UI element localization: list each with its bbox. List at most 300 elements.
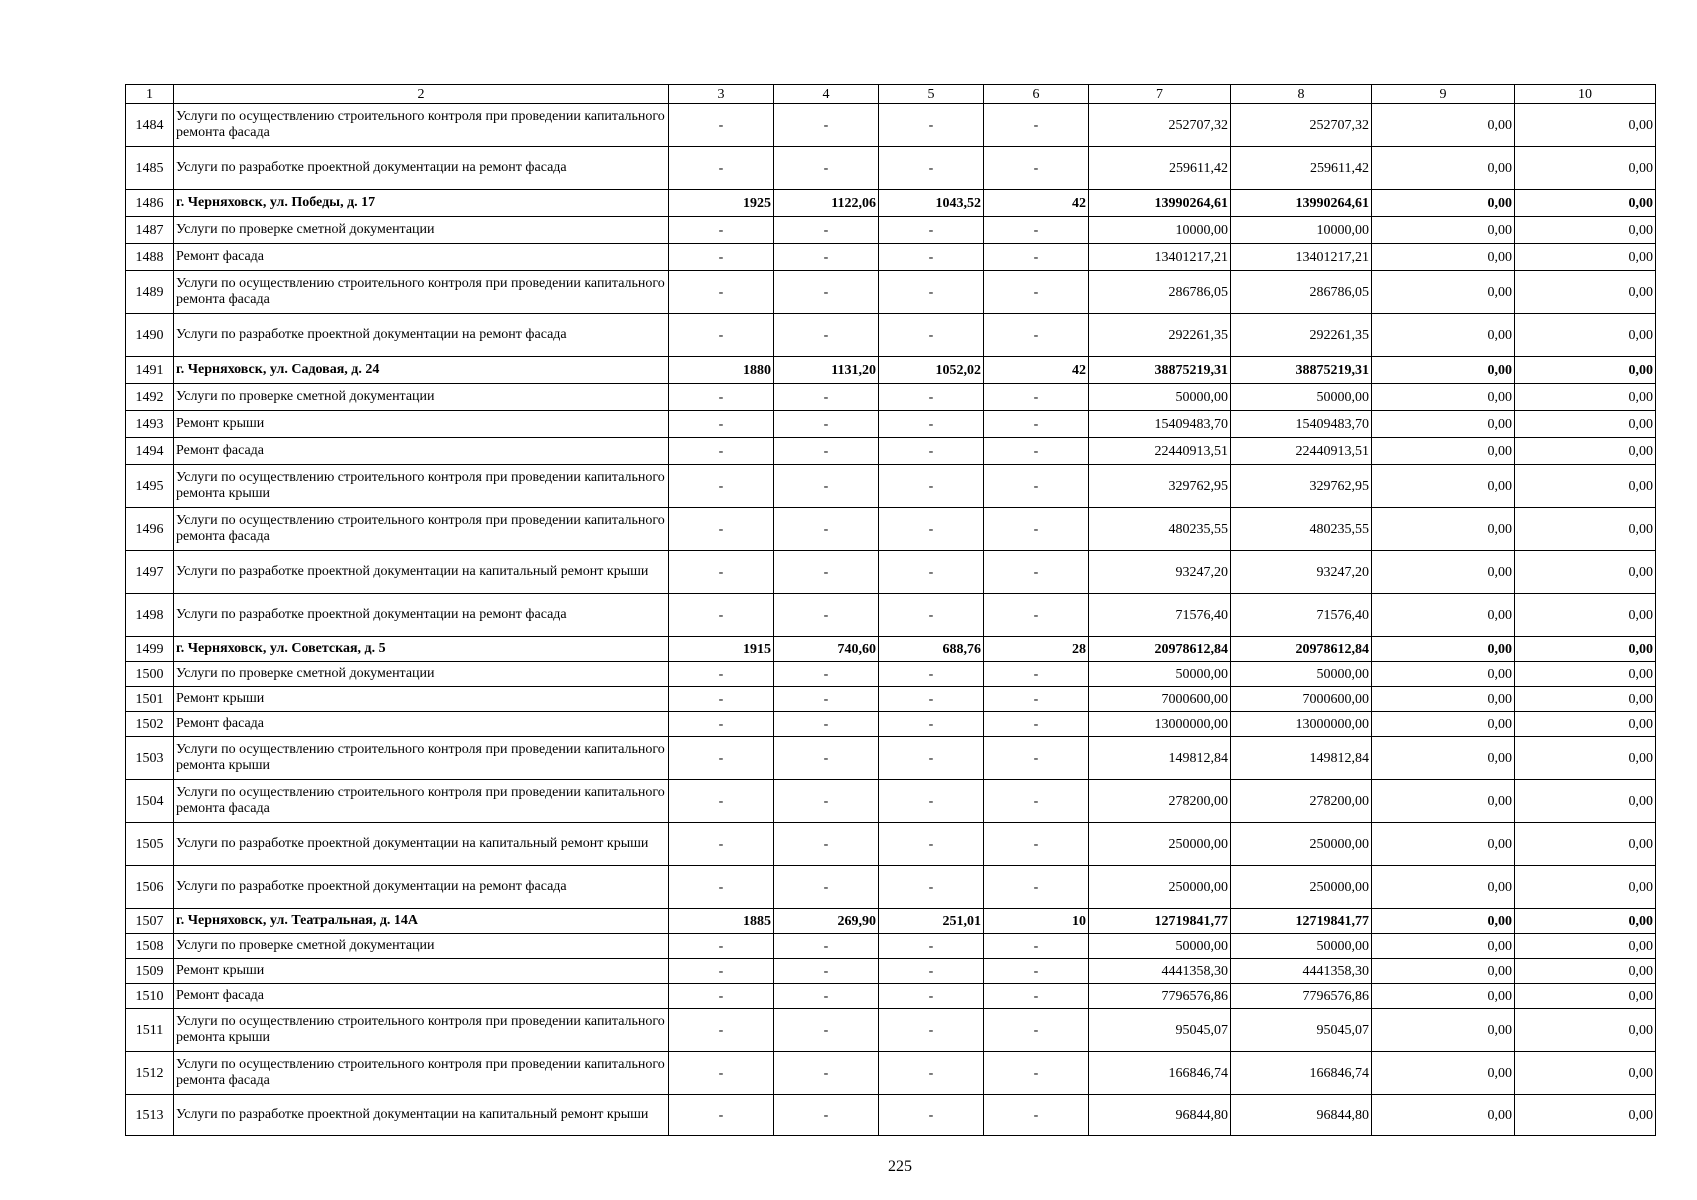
value-cell-3: - bbox=[669, 712, 774, 737]
value-cell-8: 480235,55 bbox=[1231, 508, 1372, 551]
row-number-cell: 1493 bbox=[126, 411, 174, 438]
value-cell-8: 96844,80 bbox=[1231, 1095, 1372, 1136]
value-cell-6: - bbox=[984, 551, 1089, 594]
item-name-cell: Ремонт фасада bbox=[174, 438, 669, 465]
item-name-cell: Услуги по разработке проектной документации на ремонт фасада bbox=[174, 314, 669, 357]
value-cell-3: - bbox=[669, 959, 774, 984]
value-cell-8: 20978612,84 bbox=[1231, 637, 1372, 662]
column-header-5: 5 bbox=[879, 85, 984, 104]
value-cell-9: 0,00 bbox=[1372, 823, 1515, 866]
row-number-cell: 1504 bbox=[126, 780, 174, 823]
value-cell-9: 0,00 bbox=[1372, 465, 1515, 508]
value-cell-8: 13401217,21 bbox=[1231, 244, 1372, 271]
value-cell-7: 10000,00 bbox=[1089, 217, 1231, 244]
item-name-cell: Услуги по осуществлению строительного контроля при проведении капитального ремонта крыши bbox=[174, 465, 669, 508]
value-cell-6: 28 bbox=[984, 637, 1089, 662]
column-number-row bbox=[126, 85, 1656, 104]
value-cell-4: - bbox=[774, 737, 879, 780]
value-cell-9: 0,00 bbox=[1372, 384, 1515, 411]
row-number-cell: 1497 bbox=[126, 551, 174, 594]
value-cell-9: 0,00 bbox=[1372, 984, 1515, 1009]
value-cell-8: 13000000,00 bbox=[1231, 712, 1372, 737]
table-row bbox=[126, 662, 1656, 687]
column-header-2: 2 bbox=[174, 85, 669, 104]
value-cell-6: - bbox=[984, 244, 1089, 271]
value-cell-8: 166846,74 bbox=[1231, 1052, 1372, 1095]
row-number-cell: 1509 bbox=[126, 959, 174, 984]
value-cell-5: - bbox=[879, 737, 984, 780]
value-cell-8: 10000,00 bbox=[1231, 217, 1372, 244]
value-cell-4: - bbox=[774, 1052, 879, 1095]
value-cell-5: 1043,52 bbox=[879, 190, 984, 217]
value-cell-6: - bbox=[984, 384, 1089, 411]
value-cell-6: - bbox=[984, 438, 1089, 465]
value-cell-10: 0,00 bbox=[1515, 551, 1656, 594]
item-name-cell: Ремонт фасада bbox=[174, 984, 669, 1009]
item-name-cell: Услуги по проверке сметной документации bbox=[174, 662, 669, 687]
value-cell-10: 0,00 bbox=[1515, 465, 1656, 508]
table-row bbox=[126, 104, 1656, 147]
value-cell-4: - bbox=[774, 104, 879, 147]
value-cell-5: - bbox=[879, 438, 984, 465]
value-cell-9: 0,00 bbox=[1372, 1095, 1515, 1136]
item-name-cell: Ремонт крыши bbox=[174, 687, 669, 712]
value-cell-6: - bbox=[984, 508, 1089, 551]
value-cell-4: - bbox=[774, 959, 879, 984]
row-number-cell: 1510 bbox=[126, 984, 174, 1009]
value-cell-9: 0,00 bbox=[1372, 687, 1515, 712]
value-cell-7: 250000,00 bbox=[1089, 866, 1231, 909]
item-name-cell: Услуги по осуществлению строительного контроля при проведении капитального ремонта крыши bbox=[174, 737, 669, 780]
value-cell-9: 0,00 bbox=[1372, 508, 1515, 551]
item-name-cell: Ремонт крыши bbox=[174, 959, 669, 984]
value-cell-8: 292261,35 bbox=[1231, 314, 1372, 357]
row-number-cell: 1512 bbox=[126, 1052, 174, 1095]
value-cell-9: 0,00 bbox=[1372, 959, 1515, 984]
value-cell-4: - bbox=[774, 217, 879, 244]
item-name-cell: Услуги по разработке проектной документации на ремонт фасада bbox=[174, 594, 669, 637]
value-cell-3: - bbox=[669, 465, 774, 508]
value-cell-3: - bbox=[669, 508, 774, 551]
value-cell-9: 0,00 bbox=[1372, 314, 1515, 357]
value-cell-5: - bbox=[879, 244, 984, 271]
value-cell-5: - bbox=[879, 508, 984, 551]
value-cell-10: 0,00 bbox=[1515, 244, 1656, 271]
table-row bbox=[126, 438, 1656, 465]
value-cell-3: - bbox=[669, 244, 774, 271]
address-row bbox=[126, 357, 1656, 384]
row-number-cell: 1507 bbox=[126, 909, 174, 934]
value-cell-9: 0,00 bbox=[1372, 780, 1515, 823]
value-cell-10: 0,00 bbox=[1515, 508, 1656, 551]
value-cell-4: 269,90 bbox=[774, 909, 879, 934]
row-number-cell: 1500 bbox=[126, 662, 174, 687]
item-name-cell: Услуги по осуществлению строительного контроля при проведении капитального ремонта фасада bbox=[174, 780, 669, 823]
value-cell-6: 42 bbox=[984, 190, 1089, 217]
row-number-cell: 1506 bbox=[126, 866, 174, 909]
value-cell-4: - bbox=[774, 384, 879, 411]
table-row bbox=[126, 551, 1656, 594]
value-cell-10: 0,00 bbox=[1515, 190, 1656, 217]
value-cell-3: - bbox=[669, 662, 774, 687]
row-number-cell: 1492 bbox=[126, 384, 174, 411]
value-cell-4: - bbox=[774, 271, 879, 314]
value-cell-3: 1915 bbox=[669, 637, 774, 662]
value-cell-10: 0,00 bbox=[1515, 934, 1656, 959]
value-cell-5: - bbox=[879, 594, 984, 637]
value-cell-8: 71576,40 bbox=[1231, 594, 1372, 637]
value-cell-6: 42 bbox=[984, 357, 1089, 384]
value-cell-8: 7796576,86 bbox=[1231, 984, 1372, 1009]
value-cell-7: 292261,35 bbox=[1089, 314, 1231, 357]
row-number-cell: 1490 bbox=[126, 314, 174, 357]
item-name-cell: г. Черняховск, ул. Садовая, д. 24 bbox=[174, 357, 669, 384]
value-cell-9: 0,00 bbox=[1372, 147, 1515, 190]
value-cell-3: - bbox=[669, 271, 774, 314]
value-cell-7: 7000600,00 bbox=[1089, 687, 1231, 712]
item-name-cell: Ремонт фасада bbox=[174, 712, 669, 737]
row-number-cell: 1505 bbox=[126, 823, 174, 866]
value-cell-4: - bbox=[774, 866, 879, 909]
value-cell-3: 1885 bbox=[669, 909, 774, 934]
value-cell-10: 0,00 bbox=[1515, 637, 1656, 662]
value-cell-5: - bbox=[879, 934, 984, 959]
value-cell-7: 38875219,31 bbox=[1089, 357, 1231, 384]
row-number-cell: 1511 bbox=[126, 1009, 174, 1052]
value-cell-4: - bbox=[774, 687, 879, 712]
value-cell-7: 480235,55 bbox=[1089, 508, 1231, 551]
value-cell-7: 96844,80 bbox=[1089, 1095, 1231, 1136]
value-cell-5: - bbox=[879, 1009, 984, 1052]
item-name-cell: Ремонт крыши bbox=[174, 411, 669, 438]
value-cell-8: 259611,42 bbox=[1231, 147, 1372, 190]
value-cell-7: 13990264,61 bbox=[1089, 190, 1231, 217]
value-cell-10: 0,00 bbox=[1515, 357, 1656, 384]
value-cell-5: - bbox=[879, 662, 984, 687]
value-cell-7: 7796576,86 bbox=[1089, 984, 1231, 1009]
value-cell-3: - bbox=[669, 687, 774, 712]
table-row bbox=[126, 384, 1656, 411]
value-cell-10: 0,00 bbox=[1515, 438, 1656, 465]
value-cell-10: 0,00 bbox=[1515, 737, 1656, 780]
value-cell-3: - bbox=[669, 594, 774, 637]
column-header-9: 9 bbox=[1372, 85, 1515, 104]
value-cell-4: - bbox=[774, 551, 879, 594]
value-cell-7: 15409483,70 bbox=[1089, 411, 1231, 438]
table-row bbox=[126, 1095, 1656, 1136]
value-cell-4: - bbox=[774, 147, 879, 190]
value-cell-3: - bbox=[669, 411, 774, 438]
value-cell-5: - bbox=[879, 147, 984, 190]
value-cell-4: - bbox=[774, 984, 879, 1009]
row-number-cell: 1486 bbox=[126, 190, 174, 217]
value-cell-10: 0,00 bbox=[1515, 1009, 1656, 1052]
table-row bbox=[126, 959, 1656, 984]
value-cell-6: - bbox=[984, 411, 1089, 438]
column-header-1: 1 bbox=[126, 85, 174, 104]
value-cell-8: 15409483,70 bbox=[1231, 411, 1372, 438]
table-row bbox=[126, 780, 1656, 823]
row-number-cell: 1513 bbox=[126, 1095, 174, 1136]
table-row bbox=[126, 594, 1656, 637]
value-cell-3: 1925 bbox=[669, 190, 774, 217]
value-cell-9: 0,00 bbox=[1372, 934, 1515, 959]
value-cell-8: 329762,95 bbox=[1231, 465, 1372, 508]
table-row bbox=[126, 823, 1656, 866]
value-cell-7: 50000,00 bbox=[1089, 384, 1231, 411]
value-cell-9: 0,00 bbox=[1372, 271, 1515, 314]
table-row bbox=[126, 687, 1656, 712]
item-name-cell: Услуги по разработке проектной документации на капитальный ремонт крыши bbox=[174, 551, 669, 594]
item-name-cell: Услуги по осуществлению строительного контроля при проведении капитального ремонта фасада bbox=[174, 508, 669, 551]
value-cell-3: - bbox=[669, 866, 774, 909]
value-cell-9: 0,00 bbox=[1372, 244, 1515, 271]
value-cell-5: - bbox=[879, 1095, 984, 1136]
table-row bbox=[126, 465, 1656, 508]
value-cell-7: 20978612,84 bbox=[1089, 637, 1231, 662]
value-cell-6: - bbox=[984, 780, 1089, 823]
column-header-7: 7 bbox=[1089, 85, 1231, 104]
value-cell-3: - bbox=[669, 314, 774, 357]
value-cell-3: - bbox=[669, 737, 774, 780]
value-cell-7: 12719841,77 bbox=[1089, 909, 1231, 934]
item-name-cell: Услуги по проверке сметной документации bbox=[174, 217, 669, 244]
value-cell-7: 250000,00 bbox=[1089, 823, 1231, 866]
value-cell-9: 0,00 bbox=[1372, 217, 1515, 244]
value-cell-10: 0,00 bbox=[1515, 594, 1656, 637]
value-cell-8: 12719841,77 bbox=[1231, 909, 1372, 934]
value-cell-9: 0,00 bbox=[1372, 594, 1515, 637]
value-cell-7: 252707,32 bbox=[1089, 104, 1231, 147]
value-cell-6: - bbox=[984, 823, 1089, 866]
row-number-cell: 1488 bbox=[126, 244, 174, 271]
value-cell-4: 1122,06 bbox=[774, 190, 879, 217]
value-cell-5: - bbox=[879, 712, 984, 737]
value-cell-6: - bbox=[984, 984, 1089, 1009]
value-cell-10: 0,00 bbox=[1515, 314, 1656, 357]
value-cell-3: - bbox=[669, 1009, 774, 1052]
value-cell-9: 0,00 bbox=[1372, 104, 1515, 147]
value-cell-3: - bbox=[669, 551, 774, 594]
value-cell-3: - bbox=[669, 1052, 774, 1095]
value-cell-3: - bbox=[669, 780, 774, 823]
repair-program-table bbox=[125, 84, 1656, 1136]
row-number-cell: 1502 bbox=[126, 712, 174, 737]
table-row bbox=[126, 934, 1656, 959]
value-cell-6: - bbox=[984, 314, 1089, 357]
value-cell-9: 0,00 bbox=[1372, 866, 1515, 909]
table-row bbox=[126, 866, 1656, 909]
value-cell-5: - bbox=[879, 823, 984, 866]
value-cell-6: - bbox=[984, 662, 1089, 687]
column-header-6: 6 bbox=[984, 85, 1089, 104]
value-cell-6: - bbox=[984, 217, 1089, 244]
value-cell-4: - bbox=[774, 438, 879, 465]
address-row bbox=[126, 190, 1656, 217]
table-row bbox=[126, 314, 1656, 357]
value-cell-9: 0,00 bbox=[1372, 712, 1515, 737]
value-cell-3: 1880 bbox=[669, 357, 774, 384]
value-cell-10: 0,00 bbox=[1515, 1095, 1656, 1136]
value-cell-8: 50000,00 bbox=[1231, 384, 1372, 411]
value-cell-10: 0,00 bbox=[1515, 271, 1656, 314]
value-cell-7: 149812,84 bbox=[1089, 737, 1231, 780]
value-cell-4: - bbox=[774, 1009, 879, 1052]
value-cell-5: 1052,02 bbox=[879, 357, 984, 384]
column-header-4: 4 bbox=[774, 85, 879, 104]
item-name-cell: Услуги по разработке проектной документации на капитальный ремонт крыши bbox=[174, 1095, 669, 1136]
table-row bbox=[126, 217, 1656, 244]
value-cell-7: 4441358,30 bbox=[1089, 959, 1231, 984]
value-cell-8: 22440913,51 bbox=[1231, 438, 1372, 465]
value-cell-5: - bbox=[879, 314, 984, 357]
address-row bbox=[126, 637, 1656, 662]
value-cell-4: - bbox=[774, 594, 879, 637]
value-cell-5: - bbox=[879, 1052, 984, 1095]
table-row bbox=[126, 984, 1656, 1009]
value-cell-10: 0,00 bbox=[1515, 866, 1656, 909]
value-cell-3: - bbox=[669, 823, 774, 866]
value-cell-8: 93247,20 bbox=[1231, 551, 1372, 594]
value-cell-3: - bbox=[669, 934, 774, 959]
value-cell-10: 0,00 bbox=[1515, 662, 1656, 687]
value-cell-9: 0,00 bbox=[1372, 438, 1515, 465]
value-cell-5: - bbox=[879, 984, 984, 1009]
column-header-8: 8 bbox=[1231, 85, 1372, 104]
value-cell-7: 50000,00 bbox=[1089, 934, 1231, 959]
value-cell-3: - bbox=[669, 147, 774, 190]
table-row bbox=[126, 411, 1656, 438]
table-row bbox=[126, 244, 1656, 271]
value-cell-8: 38875219,31 bbox=[1231, 357, 1372, 384]
item-name-cell: г. Черняховск, ул. Советская, д. 5 bbox=[174, 637, 669, 662]
value-cell-4: - bbox=[774, 1095, 879, 1136]
row-number-cell: 1487 bbox=[126, 217, 174, 244]
value-cell-9: 0,00 bbox=[1372, 1009, 1515, 1052]
value-cell-9: 0,00 bbox=[1372, 411, 1515, 438]
item-name-cell: Услуги по разработке проектной документации на капитальный ремонт крыши bbox=[174, 823, 669, 866]
value-cell-8: 7000600,00 bbox=[1231, 687, 1372, 712]
value-cell-5: - bbox=[879, 217, 984, 244]
value-cell-7: 166846,74 bbox=[1089, 1052, 1231, 1095]
row-number-cell: 1489 bbox=[126, 271, 174, 314]
value-cell-4: 740,60 bbox=[774, 637, 879, 662]
value-cell-3: - bbox=[669, 1095, 774, 1136]
item-name-cell: Услуги по осуществлению строительного контроля при проведении капитального ремонта фасада bbox=[174, 1052, 669, 1095]
value-cell-6: - bbox=[984, 104, 1089, 147]
table-row bbox=[126, 1009, 1656, 1052]
table-row bbox=[126, 147, 1656, 190]
value-cell-3: - bbox=[669, 984, 774, 1009]
value-cell-9: 0,00 bbox=[1372, 551, 1515, 594]
value-cell-6: - bbox=[984, 465, 1089, 508]
table-row bbox=[126, 1052, 1656, 1095]
row-number-cell: 1491 bbox=[126, 357, 174, 384]
value-cell-7: 50000,00 bbox=[1089, 662, 1231, 687]
value-cell-5: 688,76 bbox=[879, 637, 984, 662]
value-cell-10: 0,00 bbox=[1515, 217, 1656, 244]
row-number-cell: 1494 bbox=[126, 438, 174, 465]
value-cell-4: - bbox=[774, 780, 879, 823]
value-cell-8: 13990264,61 bbox=[1231, 190, 1372, 217]
value-cell-8: 4441358,30 bbox=[1231, 959, 1372, 984]
table-row bbox=[126, 712, 1656, 737]
value-cell-7: 278200,00 bbox=[1089, 780, 1231, 823]
value-cell-9: 0,00 bbox=[1372, 637, 1515, 662]
value-cell-9: 0,00 bbox=[1372, 737, 1515, 780]
value-cell-4: - bbox=[774, 465, 879, 508]
value-cell-8: 95045,07 bbox=[1231, 1009, 1372, 1052]
column-header-10: 10 bbox=[1515, 85, 1656, 104]
value-cell-10: 0,00 bbox=[1515, 823, 1656, 866]
value-cell-3: - bbox=[669, 438, 774, 465]
value-cell-4: - bbox=[774, 508, 879, 551]
value-cell-10: 0,00 bbox=[1515, 104, 1656, 147]
row-number-cell: 1499 bbox=[126, 637, 174, 662]
value-cell-7: 259611,42 bbox=[1089, 147, 1231, 190]
item-name-cell: г. Черняховск, ул. Театральная, д. 14А bbox=[174, 909, 669, 934]
value-cell-6: - bbox=[984, 866, 1089, 909]
value-cell-6: - bbox=[984, 959, 1089, 984]
table-row bbox=[126, 508, 1656, 551]
value-cell-10: 0,00 bbox=[1515, 1052, 1656, 1095]
value-cell-9: 0,00 bbox=[1372, 662, 1515, 687]
value-cell-6: - bbox=[984, 271, 1089, 314]
value-cell-6: 10 bbox=[984, 909, 1089, 934]
value-cell-9: 0,00 bbox=[1372, 190, 1515, 217]
value-cell-6: - bbox=[984, 687, 1089, 712]
value-cell-6: - bbox=[984, 1095, 1089, 1136]
value-cell-7: 71576,40 bbox=[1089, 594, 1231, 637]
item-name-cell: Услуги по осуществлению строительного контроля при проведении капитального ремонта фасада bbox=[174, 104, 669, 147]
value-cell-6: - bbox=[984, 1052, 1089, 1095]
value-cell-8: 149812,84 bbox=[1231, 737, 1372, 780]
value-cell-8: 278200,00 bbox=[1231, 780, 1372, 823]
value-cell-3: - bbox=[669, 217, 774, 244]
value-cell-10: 0,00 bbox=[1515, 687, 1656, 712]
item-name-cell: Ремонт фасада bbox=[174, 244, 669, 271]
document-sheet bbox=[125, 84, 1656, 1136]
value-cell-8: 50000,00 bbox=[1231, 934, 1372, 959]
item-name-cell: Услуги по разработке проектной документации на ремонт фасада bbox=[174, 866, 669, 909]
value-cell-8: 250000,00 bbox=[1231, 823, 1372, 866]
value-cell-4: - bbox=[774, 411, 879, 438]
value-cell-8: 50000,00 bbox=[1231, 662, 1372, 687]
table-row bbox=[126, 271, 1656, 314]
value-cell-7: 286786,05 bbox=[1089, 271, 1231, 314]
value-cell-6: - bbox=[984, 737, 1089, 780]
value-cell-7: 329762,95 bbox=[1089, 465, 1231, 508]
value-cell-4: - bbox=[774, 314, 879, 357]
column-header-3: 3 bbox=[669, 85, 774, 104]
row-number-cell: 1495 bbox=[126, 465, 174, 508]
item-name-cell: Услуги по осуществлению строительного контроля при проведении капитального ремонта крыши bbox=[174, 1009, 669, 1052]
value-cell-5: - bbox=[879, 959, 984, 984]
value-cell-5: - bbox=[879, 411, 984, 438]
row-number-cell: 1503 bbox=[126, 737, 174, 780]
value-cell-8: 252707,32 bbox=[1231, 104, 1372, 147]
value-cell-10: 0,00 bbox=[1515, 411, 1656, 438]
item-name-cell: Услуги по проверке сметной документации bbox=[174, 934, 669, 959]
value-cell-10: 0,00 bbox=[1515, 780, 1656, 823]
value-cell-5: - bbox=[879, 551, 984, 594]
value-cell-9: 0,00 bbox=[1372, 357, 1515, 384]
row-number-cell: 1508 bbox=[126, 934, 174, 959]
item-name-cell: Услуги по осуществлению строительного контроля при проведении капитального ремонта фасада bbox=[174, 271, 669, 314]
value-cell-5: - bbox=[879, 104, 984, 147]
value-cell-7: 13401217,21 bbox=[1089, 244, 1231, 271]
value-cell-4: - bbox=[774, 712, 879, 737]
